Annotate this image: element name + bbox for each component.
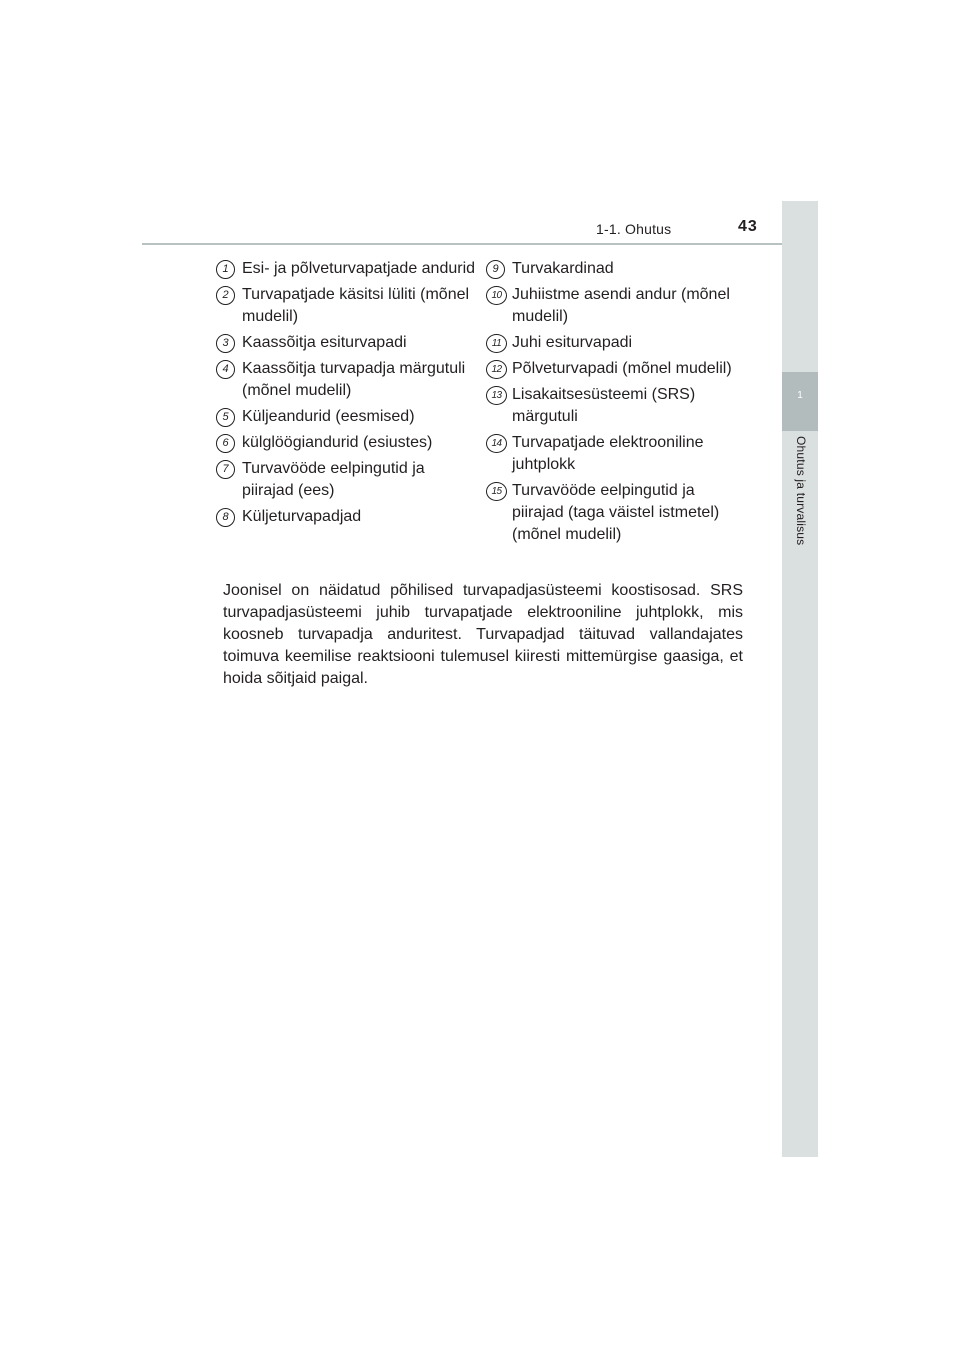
legend-item [216,406,476,428]
legend-item [486,284,746,328]
callout-number-icon: 6 [216,434,235,453]
callout-number-icon: 12 [486,360,507,379]
legend-item-text: Turvakardinad [512,260,614,277]
legend-item-text: Lisakaitsesüsteemi (SRS) märgutuli [512,386,696,425]
legend-item-text: külglöögiandurid (esiustes) [242,434,433,451]
body-paragraph: Joonisel on näidatud põhilised turvapadjasüsteemi koostisosad. SRS turvapadjasüsteemi juhib turvapatjade elektrooniline juhtplokk, mis koosneb turvapadja anduritest. Turvapadjad täituvad vallandajates toimuva keemilise reaktsiooni tulemusel kiiresti mittemürgise gaasiga, et hoida sõitjaid paigal. [223,582,743,687]
legend-item [486,258,746,280]
legend-item-text: Turvapatjade käsitsi lüliti (mõnel mudelil) [242,286,470,325]
legend-item-text: Esi- ja põlveturvapatjade andurid [242,260,476,277]
header-rule [142,243,818,245]
legend-item-text: Turvavööde eelpingutid ja piirajad (taga väistel istmetel) (mõnel mudelil) [512,482,720,543]
legend-item-text: Kaassõitja turvapadja märgutuli (mõnel mudelil) [242,360,466,399]
legend-item [216,358,476,402]
legend-item [486,332,746,354]
legend-item-text: Küljeturvapadjad [242,508,362,525]
legend-item [216,258,476,280]
chapter-title: Ohutus ja turvalisus [794,436,808,546]
legend-item [486,384,746,428]
section-title: 1-1. Ohutus [596,221,672,237]
legend-right-column [486,258,746,550]
callout-number-icon: 4 [216,360,235,379]
chapter-tab-marker [782,372,818,431]
legend-item-text: Turvavööde eelpingutid ja piirajad (ees) [242,460,425,499]
legend-item [486,432,746,476]
callout-number-icon: 9 [486,260,505,279]
callout-number-icon: 1 [216,260,235,279]
page-number: 43 [738,218,758,235]
legend-item [216,506,476,528]
legend-left-column [216,258,476,532]
callout-number-icon: 3 [216,334,235,353]
legend-item-text: Põlveturvapadi (mõnel mudelil) [512,360,732,377]
legend-item [216,458,476,502]
legend-item-text: Juhi esiturvapadi [512,334,633,351]
callout-number-icon: 11 [486,334,507,353]
callout-number-icon: 10 [486,286,507,305]
chapter-number: 1 [797,390,803,401]
callout-number-icon: 2 [216,286,235,305]
callout-number-icon: 15 [486,482,507,501]
legend-item [486,480,746,546]
chapter-title-container [782,436,818,576]
legend-item [216,284,476,328]
callout-number-icon: 8 [216,508,235,527]
callout-number-icon: 7 [216,460,235,479]
chapter-side-tab [782,201,818,1157]
callout-number-icon: 14 [486,434,507,453]
legend-item-text: Kaassõitja esiturvapadi [242,334,407,351]
legend-item-text: Juhiistme asendi andur (mõnel mudelil) [512,286,730,325]
legend-item [216,332,476,354]
legend-item [216,432,476,454]
legend-item-text: Küljeandurid (eesmised) [242,408,415,425]
legend-item [486,358,746,380]
legend-item-text: Turvapatjade elektrooniline juhtplokk [512,434,704,473]
callout-number-icon: 13 [486,386,507,405]
callout-number-icon: 5 [216,408,235,427]
